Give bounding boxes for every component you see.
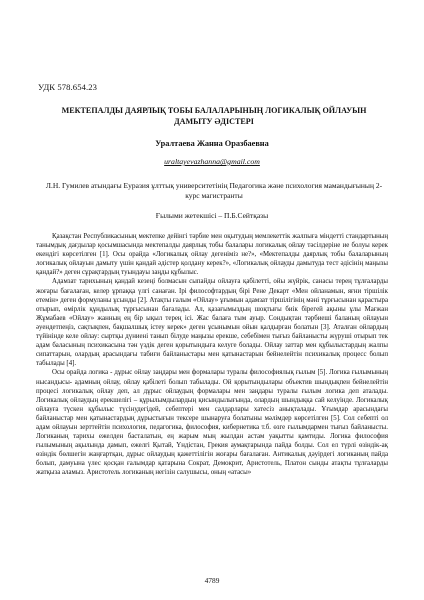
article-body (36, 232, 388, 478)
author-email[interactable]: uraltayevazhanna@gmail.com (164, 157, 260, 166)
page-number: 4789 (204, 576, 220, 585)
article-title: МЕКТЕПАЛДЫ ДАЯРЛЫҚ ТОБЫ БАЛАЛАРЫНЫҢ ЛОГИКАЛЫҚ ОЙЛАУЫН ДАМЫТУ ӘДІСТЕРІ (61, 106, 367, 126)
paragraph: Қазақстан Республикасының мектепке дейінгі тәрбие мен оқытудың мемлекеттік жалпыға міндетті стандартының танымдық дағдылар қосымшасында мектепалды даярлық тобы балалары логикалық ойлау тәсілдеріне ие болуы керек екендігі көрсетілген [1]. Осы орайда «Логикалық ойлау дегеніміз не?», «Мектепалды даярлық тобы балаларының логикалық ойлауын дамыту үшін қандай әдістер қолдану керек?», «Логикалық ойлауды дамытуда тест әдісінің маңызы қандай?» деген сұрақтардың туындауы заңды құбылыс. (36, 233, 388, 277)
author-name: Уралтаева Жанна Оразбаевна (155, 139, 269, 148)
supervisor-line: Ғылыми жетекшісі – П.Б.Сейтқазы (155, 211, 269, 220)
paragraph: Осы орайда логика - дұрыс ойлау заңдары мен формалары туралы философиялық ғылым [5]. Логика ғылымының нысандысы- адамның ойлау, ойлау қабілеті болып табылады. Ой қорытындылары объектив шындықпен бейнелейтін процесі логикалық ойлау деп, ал дұрыс ойлаудың формалары мен заңдары туралы ғылым логика деп аталады. Логикалық ойлаудың ерекшелігі – құрылымдылардың қисындылығында, олардың шындыққа сай келуінде. Логикалық ойлауға түскен құбылыс түсінудегідей, себептері мен салдарлары хатесіз анықталады. Ұғымдар арасындағы байланыстар мен қатынастардың дұрыстығын тексере шынаруға болатыны мәлімдер көрсетілген [5]. Сол себепті ол адам ойлауын зерттейтін психология, педагогика, философия, кибернетика т.б. өзге ғылымдармен тығыз байланысты. Логиканың тарихы ежелден басталатын, ең жарым мың жылдан астам уақытты қамтиды. Логика философия ғылымының ақылында дамып, ежелгі Қытай, Үндістан, Грекия аумақтарында пайда болды. Сол ел түрлі өзіндік-ақ өзіндік бөлшегін жаңғартқан, дұрыс ойлаудың қажеттілігін жоғары бағалаған. Антикалық дәуірдегі логиканың пайда болып, дамуына үлес қосқан ғалымдар қатарына Сократ, Демокрит, Аристотель, Платон сынды атақты тұлғаларды жатқыза аламыз. Аристотель логиканың негізін салушысы, оның «атасы» (36, 369, 388, 477)
paragraph: Адамзат тарихының қандай кезеңі болмасын сыпайды ойлауға қабілетті, ойы жүйрік, санасы терең тұлғаларды жоғары бағалаған, келер ұрпаққа үлгі санаған. Ірі философтардың бірі Рене Декарт «Мен ойланамын, яғни тіршілік етемін» деген формуланы ұсынды [2]. Атақты ғалым «Ойлау» ұғымын адамзат тіршілігінің мәні тұрғысынан қарастыра отырып, өмірлік құндылық тұрғысынан бағалады. Ал, қазағымыздың шоқтығы биік бірегей ақыны ұлы Мағжан Жұмабаев «Ойлау» жанның ең бір ықыл терең ісі. Жас балаға тым ауыр. Сондықтан тәрбиеші баланың ойлауын әуендетпеңіз, сақтықпен, бақшалшық істеу керек» деген ұсынымын ойын қалдырған болатын [3]. Аталған ойлардың түйінінде келе ойлау: сыртқы дүниені танып білуде маңызы ерекше, себебімен тығыз байланысты жүруші отырып тек адам баласының психикасына тән үздік деген қорытындыға келуге болады. Ойлау заттар мен құбылыстардың жалпы сипаттарын, олардың арасындағы табиғи байланыстары мен қатынастарын бейнелейтін психикалық процесс болып табылады [4]. (36, 278, 388, 368)
udc-code: УДК 578.654.23 (38, 82, 98, 92)
author-affiliation: Л.Н. Гумилев атындағы Еуразия ұлттық университетінің Педагогика және психология мамандығының 2-курс магистранты (45, 181, 383, 200)
